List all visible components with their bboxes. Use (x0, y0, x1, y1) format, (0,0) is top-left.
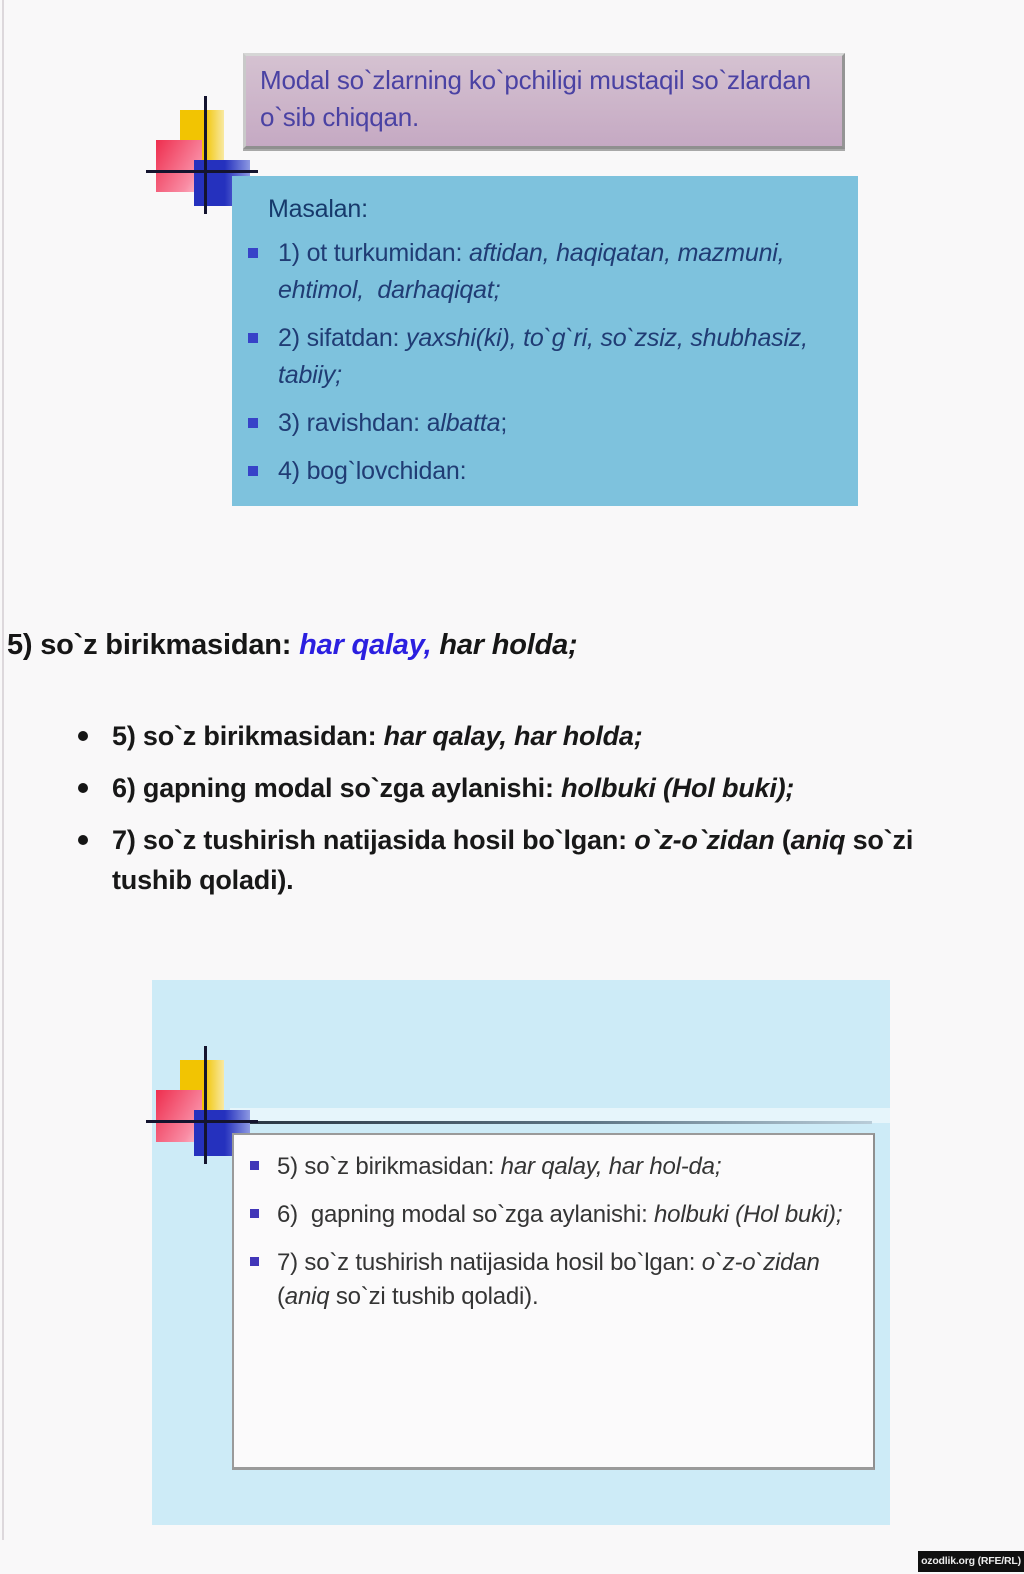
list-item-text: 5) so`z birikmasidan: har qalay, har holda; (112, 721, 643, 751)
bullet-square-icon (248, 418, 258, 428)
list-item-text: 7) so`z tushirish natijasida hosil bo`lgan: o`z-o`zidan (aniq so`zi tushib qoladi). (277, 1249, 827, 1310)
list-item-text: 1) ot turkumidan: aftidan, haqiqatan, mazmuni, ehtimol, darhaqiqat; (278, 239, 792, 304)
slide-title-box (243, 53, 845, 149)
list-item (248, 1198, 857, 1232)
bullet-dot-icon (78, 835, 88, 845)
masalan-label: Masalan: (268, 195, 368, 223)
horizontal-line (146, 170, 258, 173)
bullet-square-icon (248, 248, 258, 258)
bottom-slide-panel (152, 980, 890, 1525)
bullet-square-icon (250, 1257, 259, 1266)
list-item-text: 6) gapning modal so`zga aylanishi: holbuki (Hol buki); (277, 1201, 843, 1228)
list-item-text: 2) sifatdan: yaxshi(ki), to`g`ri, so`zsiz, shubhasiz, tabiiy; (278, 324, 815, 389)
bottom-list-box (232, 1133, 875, 1470)
bullet-dot-icon (78, 731, 88, 741)
horizontal-line (146, 1120, 258, 1123)
mid-heading: 5) so`z birikmasidan: har qalay, har holda; (7, 629, 578, 661)
list-item-text: 4) bog`lovchidan: (278, 457, 467, 485)
list-item-text: 3) ravishdan: albatta; (278, 409, 508, 437)
bullet-square-icon (250, 1161, 259, 1170)
list-item (248, 1246, 857, 1314)
list-item-text: 5) so`z birikmasidan: har qalay, har hol-da; (277, 1153, 722, 1180)
list-item (246, 405, 848, 442)
mid-list (76, 716, 928, 912)
list-item (76, 716, 928, 756)
list-item-text: 7) so`z tushirish natijasida hosil bo`lgan: o`z-o`zidan (aniq so`zi tushib qoladi). (112, 825, 921, 895)
watermark: ozodlik.org (RFE/RL) (918, 1551, 1024, 1572)
list-item (246, 235, 848, 309)
list-item-text: 6) gapning modal so`zga aylanishi: holbuki (Hol buki); (112, 773, 795, 803)
divider-line (166, 1121, 872, 1124)
bullet-square-icon (248, 333, 258, 343)
bullet-dot-icon (78, 783, 88, 793)
list-item (76, 768, 928, 808)
bullet-square-icon (248, 466, 258, 476)
bullet-square-icon (250, 1209, 259, 1218)
slide-content-box (232, 176, 858, 506)
list-item (76, 820, 928, 900)
page-edge-line (2, 0, 4, 1540)
list-item (246, 453, 848, 490)
list-item (248, 1150, 857, 1184)
slide-title: Modal so`zlarning ko`pchiligi mustaqil so`zlardan o`sib chiqqan. (260, 65, 811, 132)
vertical-line (204, 1046, 207, 1164)
vertical-line (204, 96, 207, 214)
list-item (246, 320, 848, 394)
